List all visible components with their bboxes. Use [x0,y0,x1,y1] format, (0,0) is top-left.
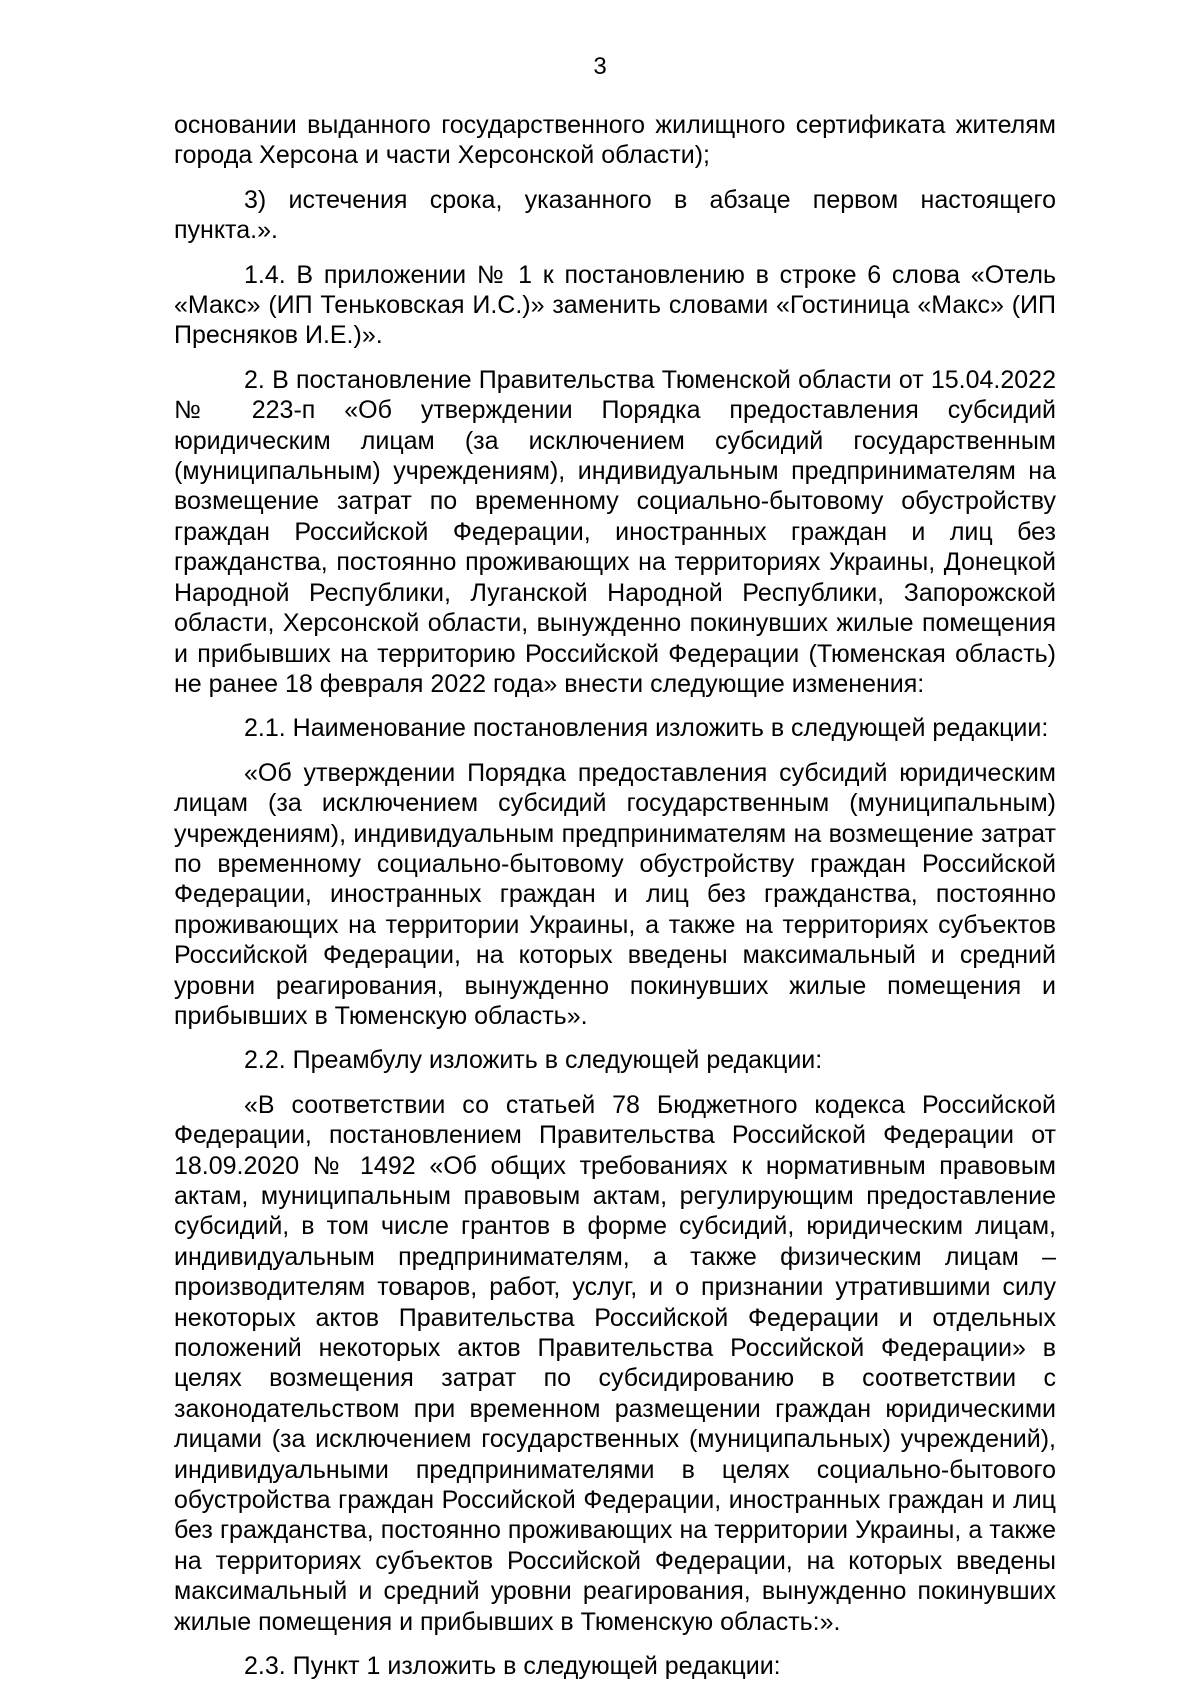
paragraph-preamble-quote: «В соответствии со статьей 78 Бюджетного кодекса Российской Федерации, постановлением Правительства Российской Федерации от 18.09.2020 № 1492 «Об общих требованиях к нормативным правовым актам, муниципальным правовым актам, регулирующим предоставление субсидий, в том числе грантов в форме субсидий, юридическим лицам, индивидуальным предпринимателям, а также физическим лицам – производителям товаров, работ, услуг, и о признании утратившими силу некоторых актов Правительства Российской Федерации и отдельных положений некоторых актов Правительства Российской Федерации» в целях возмещения затрат по субсидированию в соответствии с законодательством при временном размещении граждан юридическими лицами (за исключением государственных (муниципальных) учреждений), индивидуальными предпринимателями в целях социально-бытового обустройства граждан Российской Федерации, иностранных граждан и лиц без гражданства, постоянно проживающих на территории Украины, а также на территориях субъектов Российской Федерации, на которых введены максимальный и средний уровни реагирования, вынужденно покинувших жилые помещения и прибывших в Тюменскую область:». [174,1090,1056,1636]
paragraph-1-4: 1.4. В приложении № 1 к постановлению в строке 6 слова «Отель «Макс» (ИП Теньковская И.С.)» заменить словами «Гостиница «Макс» (ИП Пресняков И.Е.)». [174,260,1056,350]
paragraph-2-3: 2.3. Пункт 1 изложить в следующей редакции: [244,1652,781,1681]
paragraph-title-quote: «Об утверждении Порядка предоставления субсидий юридическим лицам (за исключением субсидий государственным (муниципальным) учреждениям), индивидуальным предпринимателям на возмещение затрат по временному социально-бытовому обустройству граждан Российской Федерации, иностранных граждан и лиц без гражданства, постоянно проживающих на территории Украины, а также на территориях субъектов Российской Федерации, на которых введены максимальный и средний уровни реагирования, вынужденно покинувших жилые помещения и прибывших в Тюменскую область». [174,758,1056,1030]
page-number: 3 [593,53,607,80]
paragraph-2-1: 2.1. Наименование постановления изложить в следующей редакции: [244,714,1049,743]
paragraph-2-2: 2.2. Преамбулу изложить в следующей редакции: [244,1046,823,1075]
paragraph-item-3: 3) истечения срока, указанного в абзаце первом настоящего пункта.». [174,185,1056,245]
paragraph-continuation: основании выданного государственного жилищного сертификата жителям города Херсона и части Херсонской области); [174,111,1056,170]
paragraph-2: 2. В постановление Правительства Тюменской области от 15.04.2022 № 223-п «Об утверждении Порядка предоставления субсидий юридическим лицам (за исключением субсидий государственным (муниципальным) учреждениям), индивидуальным предпринимателям на возмещение затрат по временному социально-бытовому обустройству граждан Российской Федерации, иностранных граждан и лиц без гражданства, постоянно проживающих на территориях Украины, Донецкой Народной Республики, Луганской Народной Республики, Запорожской области, Херсонской области, вынужденно покинувших жилые помещения и прибывших на территорию Российской Федерации (Тюменская область) не ранее 18 февраля 2022 года» внести следующие изменения: [174,365,1056,698]
document-body [174,110,1056,1696]
